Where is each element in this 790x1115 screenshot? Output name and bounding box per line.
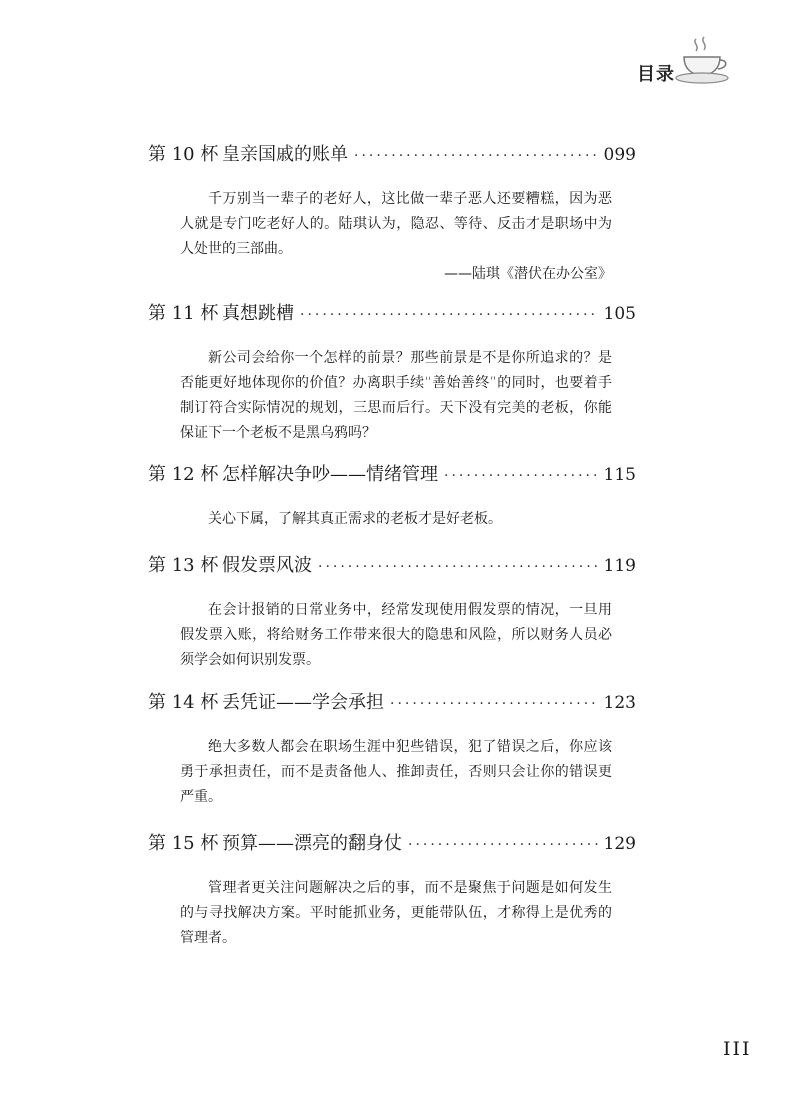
header-label: 目录 [637, 64, 675, 85]
entry-title-row[interactable] [148, 462, 636, 489]
entry-quote: ——陆琪《潜伏在办公室》 [444, 266, 612, 282]
entry-summary: 千万别当一辈子的老好人，这比做一辈子恶人还要糟糕，因为恶人就是专门吃老好人的。陆琪认为，隐忍、等待、反击才是职场中为人处世的三部曲。 [180, 191, 612, 257]
page-number: 105 [603, 304, 636, 324]
entry-title-row[interactable] [148, 831, 636, 858]
chapter-title: 真想跳槽 [222, 303, 294, 324]
coffee-cup-icon [674, 35, 732, 85]
entry-summary: 关心下属，了解其真正需求的老板才是好老板。 [208, 511, 502, 527]
toc-entry-15 [148, 831, 636, 951]
cup-number: 第 13 杯 [148, 555, 219, 576]
entry-title-row[interactable] [148, 690, 636, 717]
chapter-title: 假发票风波 [222, 555, 312, 576]
entry-summary: 新公司会给你一个怎样的前景？那些前景是不是你所追求的？是否能更好地体现你的价值？办离职手续“善始善终”的同时，也要着手制订符合实际情况的规划，三思而后行。天下没有完美的老板，你能保证下一个老板不是黑乌鸦吗？ [180, 350, 612, 441]
toc-entry-10 [148, 142, 636, 287]
dot-leader [444, 463, 598, 489]
dot-leader [408, 832, 598, 858]
entry-title-row[interactable] [148, 553, 636, 580]
page-number: 123 [603, 693, 636, 713]
chapter-title: 预算——漂亮的翻身仗 [222, 833, 402, 854]
cup-number: 第 11 杯 [148, 303, 219, 324]
toc-entry-12 [148, 462, 636, 532]
toc-entry-11 [148, 301, 636, 446]
chapter-title: 皇亲国戚的账单 [222, 144, 348, 165]
entry-summary: 管理者更关注问题解决之后的事，而不是聚焦于问题是如何发生的与寻找解决方案。平时能抓业务，更能带队伍，才称得上是优秀的管理者。 [180, 880, 612, 946]
page-number: 115 [603, 465, 636, 485]
page-number: 119 [603, 556, 636, 576]
dot-leader [318, 554, 598, 580]
dot-leader [300, 302, 598, 328]
toc-entry-14 [148, 690, 636, 810]
page-footer-number: III [723, 1038, 752, 1060]
entry-summary: 在会计报销的日常业务中，经常发现使用假发票的情况，一旦用假发票入账，将给财务工作带来很大的隐患和风险，所以财务人员必须学会如何识别发票。 [180, 602, 612, 668]
cup-number: 第 12 杯 [148, 464, 219, 485]
cup-number: 第 15 杯 [148, 833, 219, 854]
dot-leader [354, 143, 598, 169]
toc-entry-13 [148, 553, 636, 673]
chapter-title: 丢凭证——学会承担 [222, 692, 384, 713]
chapter-title: 怎样解决争吵——情绪管理 [222, 464, 438, 485]
cup-number: 第 10 杯 [148, 144, 219, 165]
entry-title-row[interactable] [148, 301, 636, 328]
page-number: 129 [603, 834, 636, 854]
page-number: 099 [603, 145, 636, 165]
entry-title-row[interactable] [148, 142, 636, 169]
entry-summary: 绝大多数人都会在职场生涯中犯些错误，犯了错误之后，你应该勇于承担责任，而不是责备他人、推卸责任，否则只会让你的错误更严重。 [180, 739, 612, 805]
cup-number: 第 14 杯 [148, 692, 219, 713]
dot-leader [390, 691, 598, 717]
